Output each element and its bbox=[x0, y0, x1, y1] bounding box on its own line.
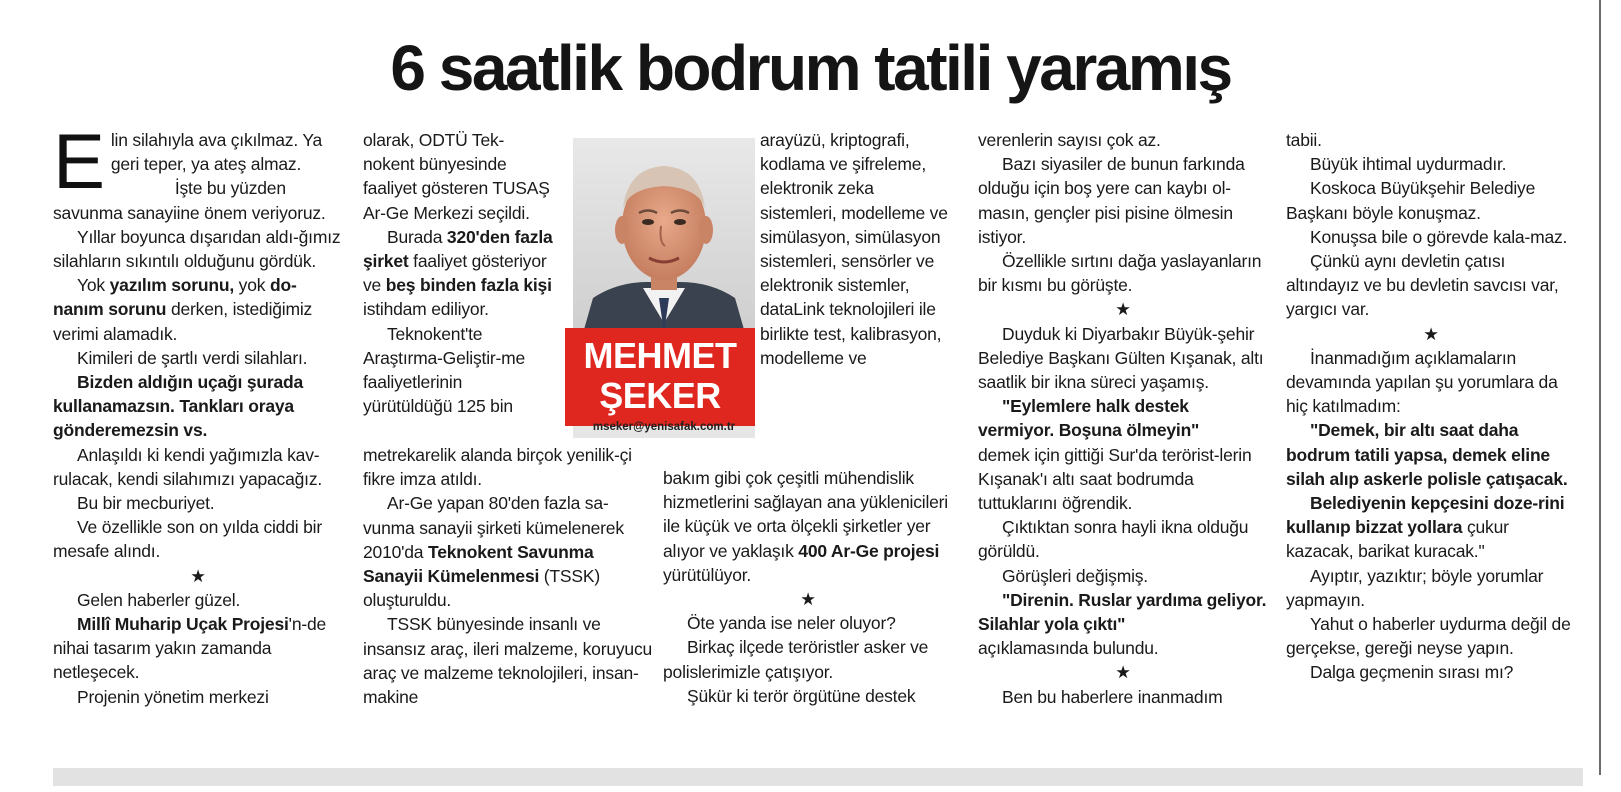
paragraph: arayüzü, kriptografi, kodlama ve şifreleme, elektronik zeka sistemleri, modelleme ve simülasyon, simülasyon sistemleri, sensörler ve elektronik sistemler, dataLink teknolojileri ile birlikte test, kalibrasyon, modelleme ve bbox=[760, 130, 948, 368]
star-separator: ★ bbox=[800, 589, 816, 610]
paragraph bbox=[663, 466, 953, 587]
paragraph: Duyduk ki Diyarbakır Büyük-şehir Belediye Başkanı Gülten Kışanak, altı saatlik bir ikna süreci yaşamış. bbox=[978, 323, 1264, 393]
paragraph: Projenin yönetim merkezi bbox=[77, 686, 269, 707]
star-separator: ★ bbox=[1115, 299, 1131, 320]
bold-text: Millî Muharip Uçak Projesi bbox=[77, 614, 289, 635]
paragraph: Çünkü aynı devletin çatısı altındayız ve bu devletin savcısı var, yargıcı var. bbox=[1286, 251, 1559, 320]
author-first-name: MEHMET bbox=[583, 335, 737, 376]
paragraph: Anlaşıldı ki kendi yağımızla kav-rulacak, kendi silahımızı yapacağız. bbox=[53, 444, 323, 489]
paragraph: Dalga geçmenin sırası mı? bbox=[1310, 662, 1514, 683]
paragraph: Bu bir mecburiyet. bbox=[77, 493, 215, 514]
paragraph: Şükür ki terör örgütüne destek bbox=[687, 685, 916, 706]
paragraph: Ben bu haberlere inanmadım bbox=[1002, 686, 1223, 707]
paragraph bbox=[53, 612, 343, 685]
bold-text: Bizden aldığın uçağı şurada kullanamazsın. Tankları oraya gönderemezsin vs. bbox=[53, 372, 304, 441]
paragraph: Yıllar boyunca dışarıdan aldı-ğımız silahların sıkıntılı olduğunu gördük. bbox=[53, 226, 341, 272]
footer-bar bbox=[53, 768, 1583, 786]
bold-text: "Eylemlere halk destek vermiyor. Boşuna ölmeyin" bbox=[978, 396, 1200, 441]
text: lin silahıyla ava çıkılmaz. Ya geri teper, ya ateş almaz. bbox=[110, 130, 323, 175]
author-name-box bbox=[565, 328, 755, 426]
author-photo bbox=[573, 138, 755, 333]
column-2 bbox=[363, 128, 553, 418]
bold-text: 400 Ar-Ge projesi bbox=[798, 540, 940, 561]
bold-text: Teknokent Savunma Sanayii Kümelenmesi bbox=[363, 541, 594, 587]
page-edge-rule bbox=[1599, 0, 1601, 775]
paragraph: Özellikle sırtını dağa yaslayanların bir kısmı bu görüşte. bbox=[978, 251, 1262, 296]
column-4 bbox=[978, 128, 1268, 709]
text: yürütülüyor. bbox=[663, 564, 752, 585]
author-last-name: ŞEKER bbox=[599, 375, 721, 416]
headline: 6 saatlik bodrum tatili yaramış bbox=[390, 32, 1231, 104]
text: Burada bbox=[387, 226, 447, 247]
paragraph: metrekarelik alanda birçok yenilik-çi fikre imza atıldı. bbox=[363, 445, 632, 490]
paragraph: demek için gittiği Sur'da terörist-lerin Kışanak'ı altı saat bodrumda tuttuklarını öğrendik. bbox=[978, 444, 1252, 514]
paragraph: tabii. bbox=[1286, 130, 1322, 150]
paragraph: açıklamasında bulundu. bbox=[978, 638, 1159, 659]
paragraph: Büyük ihtimal uydurmadır. bbox=[1310, 154, 1507, 175]
column-1 bbox=[53, 117, 343, 709]
bold-text: "Direnin. Ruslar yardıma geliyor. Silahlar yola çıktı" bbox=[978, 589, 1267, 635]
paragraph: TSSK bünyesinde insanlı ve insansız araç, ileri malzeme, koruyucu araç ve malzeme teknolojileri, insan-makine bbox=[363, 614, 653, 708]
paragraph: Teknokent'te Araştırma-Geliştir-me faaliyetlerinin yürütüldüğü 125 bin bbox=[363, 323, 526, 417]
star-separator: ★ bbox=[1423, 323, 1439, 344]
star-separator: ★ bbox=[1115, 662, 1131, 683]
paragraph: Ayıptır, yazıktır; böyle yorumlar yapmayın. bbox=[1286, 565, 1544, 610]
paragraph bbox=[53, 273, 343, 346]
paragraph: Görüşleri değişmiş. bbox=[1002, 565, 1148, 586]
author-email[interactable]: mseker@yenisafak.com.tr bbox=[592, 421, 736, 433]
bold-text: 320'den fazla şirket bbox=[363, 226, 553, 272]
star-separator: ★ bbox=[190, 565, 206, 586]
paragraph bbox=[363, 225, 553, 322]
column-5 bbox=[1286, 128, 1576, 685]
paragraph bbox=[1286, 418, 1576, 491]
column-2-lower bbox=[363, 443, 653, 709]
paragraph: Birkaç ilçede teröristler asker ve polislerimizle çatışıyor. bbox=[663, 637, 929, 682]
paragraph: Yahut o haberler uydurma değil de gerçekse, gereği neyse yapın. bbox=[1286, 614, 1571, 659]
column-3-lower bbox=[663, 466, 953, 708]
text: (TSSK) oluşturuldu. bbox=[363, 566, 600, 611]
bold-text: "Demek, bir altı saat daha bodrum tatili yapsa, demek eline silah alıp askerle polisle çatışacak. bbox=[1286, 420, 1568, 489]
text: yok bbox=[234, 275, 270, 296]
bold-text: Belediyenin kepçesini doze-rini kullanıp bizzat yollara bbox=[1286, 493, 1565, 538]
bold-text: beş binden fazla kişi bbox=[385, 275, 552, 296]
paragraph: İşte bu yüzden savunma sanayiine önem veriyoruz. bbox=[53, 178, 326, 223]
author-box bbox=[565, 138, 755, 438]
paragraph: verenlerin sayısı çok az. bbox=[978, 130, 1161, 150]
text: çukur kazacak, barikat kuracak." bbox=[1286, 517, 1509, 562]
paragraph bbox=[363, 491, 653, 612]
paragraph: Konuşsa bile o görevde kala-maz. bbox=[1310, 226, 1568, 247]
text: faaliyet gösteriyor ve bbox=[363, 251, 547, 296]
bold-text: do-nanım sorunu bbox=[53, 275, 297, 320]
paragraph: olarak, ODTÜ Tek-nokent bünyesinde faaliyet gösteren TUSAŞ Ar-Ge Merkezi seçildi. bbox=[363, 130, 550, 223]
paragraph: Kimileri de şartlı verdi silahları. bbox=[77, 347, 308, 368]
paragraph: Koskoca Büyükşehir Belediye Başkanı böyle konuşmaz. bbox=[1286, 178, 1536, 223]
drop-cap: E bbox=[53, 117, 105, 205]
bold-text: yazılım sorunu, bbox=[109, 275, 235, 296]
text: bakım gibi çok çeşitli mühendislik hizmetlerini sağlayan ana yüklenicileri ile küçük ve orta ölçekli şirketler yer alıyor ve yaklaşık bbox=[663, 468, 948, 561]
text: 'n-de nihai tasarım yakın zamanda netleşecek. bbox=[53, 614, 327, 683]
paragraph: Gelen haberler güzel. bbox=[77, 589, 241, 610]
paragraph: Bazı siyasiler de bunun farkında olduğu için boş yere can kaybı ol-masın, gençler pisi pisine ölmesin istiyor. bbox=[978, 154, 1245, 247]
paragraph: Öte yanda ise neler oluyor? bbox=[687, 613, 896, 634]
paragraph: Ve özellikle son on yılda ciddi bir mesafe alındı. bbox=[53, 517, 322, 562]
text: Yok bbox=[77, 275, 110, 296]
text: Ar-Ge yapan 80'den fazla sa-vunma sanayii şirketi kümelenerek 2010'da bbox=[363, 493, 624, 562]
portrait-icon bbox=[573, 138, 755, 333]
paragraph: İnanmadığım açıklamaların devamında yapılan şu yorumlara da hiç katılmadım: bbox=[1286, 347, 1558, 417]
paragraph bbox=[978, 394, 1268, 442]
paragraph bbox=[1286, 491, 1576, 564]
column-3 bbox=[760, 128, 950, 370]
text: istihdam ediliyor. bbox=[363, 299, 489, 320]
paragraph: Çıktıktan sonra hayli ikna olduğu görüldü. bbox=[978, 517, 1249, 562]
text: derken, istediğimiz verimi alamadık. bbox=[53, 299, 313, 344]
paragraph bbox=[978, 588, 1268, 636]
paragraph bbox=[53, 370, 343, 443]
